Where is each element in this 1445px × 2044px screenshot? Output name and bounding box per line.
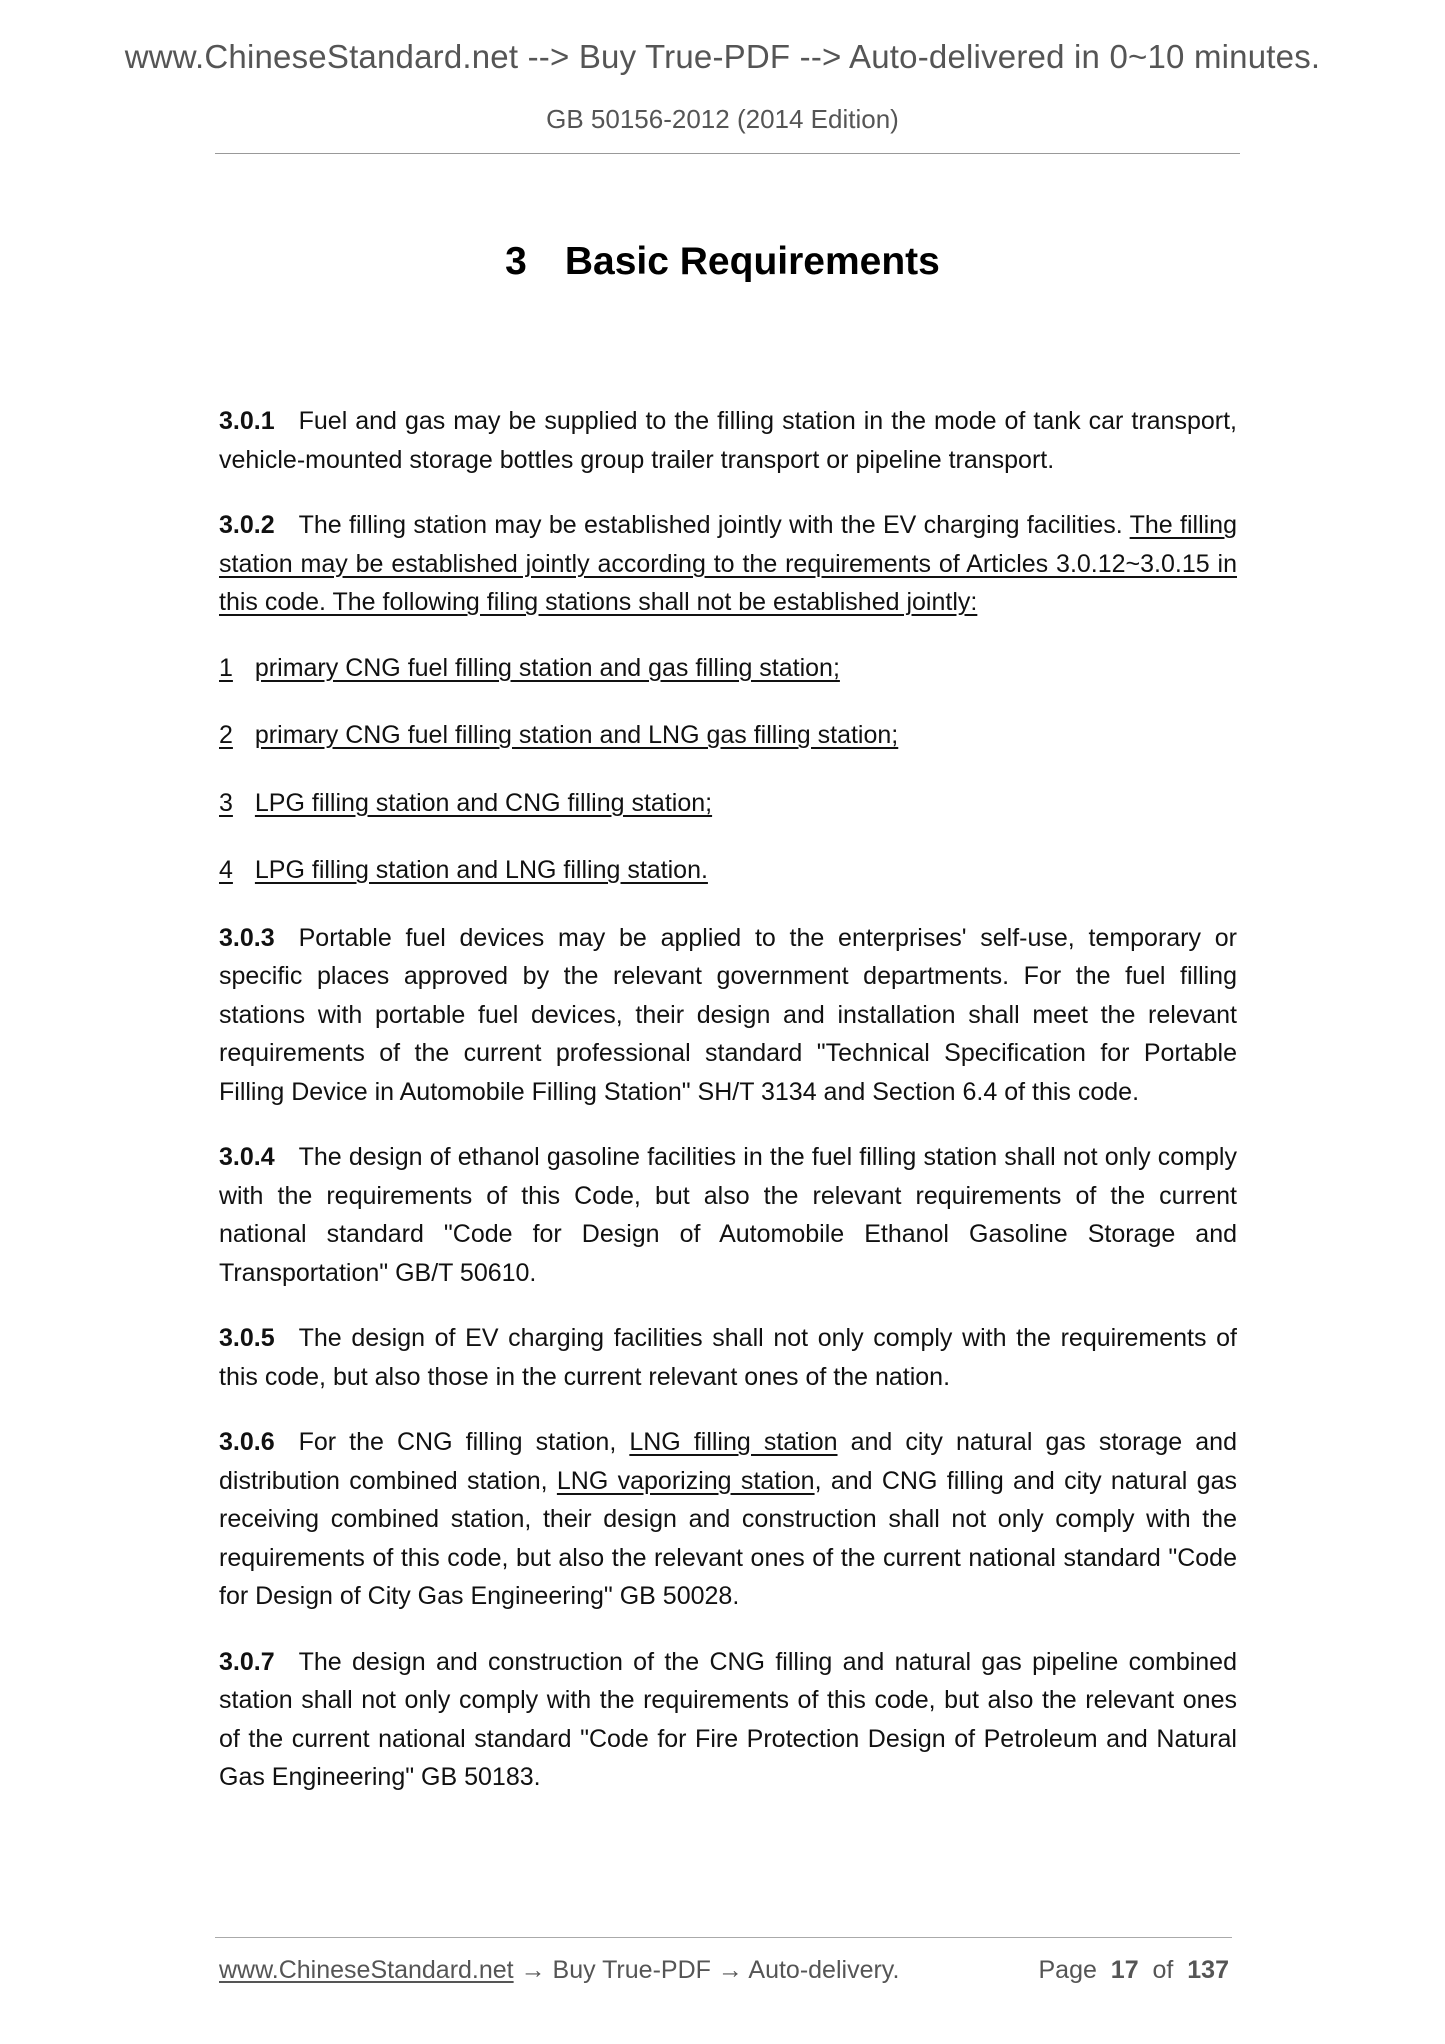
document-code: GB 50156-2012 (2014 Edition) xyxy=(546,104,899,134)
clause-3-0-3 xyxy=(219,919,1237,1112)
clause-text: , and CNG filling and city natural gas receiving combined station, their design and construction shall not only comply with the requirements of this code, but also the relevant ones of the current national standard "Code for Design of City Gas Engineering" GB 50028. xyxy=(219,1466,1237,1610)
page-indicator xyxy=(1039,1956,1230,1985)
page-label: Page xyxy=(1038,1956,1097,1984)
clause-number: 3.0.2 xyxy=(219,511,275,539)
page-footer xyxy=(219,1956,1229,1985)
clause-number: 3.0.1 xyxy=(219,407,275,435)
list-item xyxy=(219,649,1237,688)
clause-text: For the CNG filling station, xyxy=(298,1428,617,1456)
list-item-number: 3 xyxy=(219,788,233,817)
clause-3-0-4 xyxy=(219,1138,1237,1292)
clause-text: The design of EV charging facilities shall not only comply with the requirements of this code, but also those in the current relevant ones of the nation. xyxy=(219,1324,1237,1391)
clause-number: 3.0.3 xyxy=(219,923,275,952)
footer-site-link[interactable]: www.ChineseStandard.net xyxy=(219,1956,514,1984)
list-item-number: 1 xyxy=(219,653,233,682)
clause-revised-text: The filling station may be established jointly according to the requirements of Articles 3.0.12~3.0.15 in this code. The following filing stations shall not be established jointly: xyxy=(219,511,1237,616)
list-item xyxy=(219,784,1237,823)
clause-3-0-2 xyxy=(219,506,1237,622)
clause-text: Portable fuel devices may be applied to the enterprises' self-use, temporary or specific places approved by the relevant government departments. For the fuel filling stations with portable fuel devices, their design and installation shall meet the relevant requirements of the current professional standard "Technical Specification for Portable Filling Device in Automobile Filling Station" SH/T 3134 and Section 6.4 of this code. xyxy=(219,923,1237,1106)
revised-term: LNG filling station xyxy=(629,1428,838,1456)
clause-number: 3.0.4 xyxy=(219,1143,275,1171)
chapter-heading: Basic Requirements xyxy=(564,240,940,283)
clause-text: and city natural gas storage and distribution combined station, xyxy=(219,1428,1237,1495)
clause-text: Fuel and gas may be supplied to the filling station in the mode of tank car transport, vehicle-mounted storage bottles group trailer transport or pipeline transport. xyxy=(219,407,1237,474)
clause-text: The design and construction of the CNG filling and natural gas pipeline combined station shall not only comply with the requirements of this code, but also the relevant ones of the current national standard "Code for Fire Protection Design of Petroleum and Natural Gas Engineering" GB 50183. xyxy=(219,1647,1237,1791)
clause-number: 3.0.6 xyxy=(219,1428,275,1456)
body-content xyxy=(219,402,1237,1824)
clause-3-0-1 xyxy=(219,402,1237,479)
list-item-text: LPG filling station and CNG filling station; xyxy=(254,788,713,817)
chapter-title xyxy=(0,240,1445,284)
revised-term: LNG vaporizing station xyxy=(556,1466,815,1495)
list-item-number: 2 xyxy=(219,721,233,749)
clause-text: The design of ethanol gasoline facilities in the fuel filling station shall not only comply with the requirements of this Code, but also the relevant requirements of the current national standard "Code for Design of Automobile Ethanol Gasoline Storage and Transportation" GB/T 50610. xyxy=(219,1143,1237,1287)
of-label: of xyxy=(1152,1956,1174,1984)
clause-number: 3.0.7 xyxy=(219,1647,275,1676)
list-item-number: 4 xyxy=(219,856,233,884)
top-banner: www.ChineseStandard.net --> Buy True-PDF --> Auto-delivered in 0~10 minutes. xyxy=(124,38,1321,75)
list-item-text: primary CNG fuel filling station and gas filling station; xyxy=(254,653,840,682)
clause-3-0-5 xyxy=(219,1319,1237,1396)
list-item xyxy=(219,851,1237,890)
chapter-number: 3 xyxy=(505,240,527,283)
clause-number: 3.0.5 xyxy=(219,1324,275,1352)
clause-3-0-7 xyxy=(219,1643,1237,1797)
list-item xyxy=(219,716,1237,755)
footer-divider xyxy=(215,1937,1232,1938)
total-pages: 137 xyxy=(1187,1956,1229,1984)
clause-3-0-6 xyxy=(219,1423,1237,1616)
page-number: 17 xyxy=(1110,1956,1139,1984)
header-divider xyxy=(215,153,1240,154)
footer-tagline: → Buy True-PDF → Auto-delivery. xyxy=(513,1956,900,1984)
list-item-text: LPG filling station and LNG filling station. xyxy=(254,856,708,884)
clause-text: The filling station may be established jointly with the EV charging facilities. xyxy=(298,511,1123,539)
list-item-text: primary CNG fuel filling station and LNG gas filling station; xyxy=(254,721,899,749)
